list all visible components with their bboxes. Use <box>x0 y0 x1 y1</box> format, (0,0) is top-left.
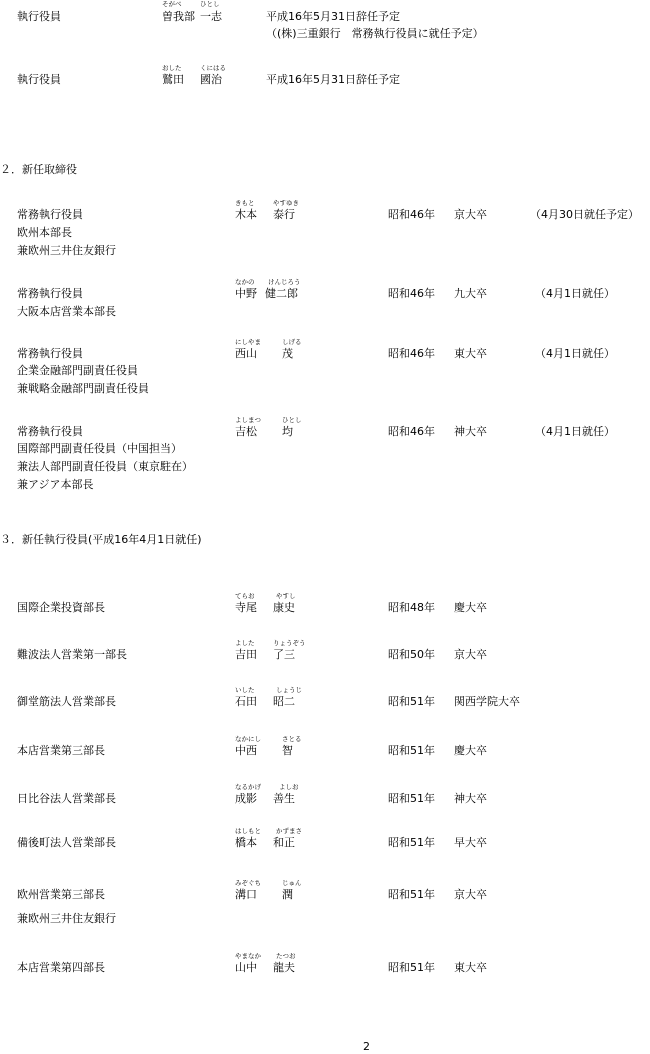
person-name-given: 潤 <box>282 888 293 901</box>
furigana: なかの <box>235 278 255 286</box>
furigana: さとる <box>282 735 302 743</box>
person-name-family: 寺尾 <box>235 601 257 614</box>
person-note: 平成16年5月31日辞任予定 <box>266 73 400 86</box>
furigana: ひとし <box>200 0 220 8</box>
furigana: きもと <box>235 199 255 207</box>
person-name-family: 中野 <box>235 287 257 300</box>
person-name-family: 石田 <box>235 695 257 708</box>
person-name-family: 吉田 <box>235 648 257 661</box>
person-year: 昭和51年 <box>388 695 435 708</box>
person-name-given: 了三 <box>273 648 295 661</box>
person-school: 京大卒 <box>454 888 487 901</box>
person-title: 本店営業第三部長 <box>17 744 105 757</box>
person-title: 執行役員 <box>17 73 61 86</box>
person-name-given: 國治 <box>200 73 222 86</box>
person-name-given: 善生 <box>273 792 295 805</box>
person-school: 慶大卒 <box>454 744 487 757</box>
person-school: 東大卒 <box>454 347 487 360</box>
person-name-given: 龍夫 <box>273 961 295 974</box>
person-subtitle: 兼欧州三井住友銀行 <box>17 912 116 925</box>
page-number: 2 <box>363 1040 370 1053</box>
person-school: 早大卒 <box>454 836 487 849</box>
person-name-given: 昭二 <box>273 695 295 708</box>
furigana: しげる <box>282 338 302 346</box>
person-note: （4月30日就任予定） <box>530 208 639 221</box>
person-subtitle: 国際部門副責任役員（中国担当） <box>17 442 182 455</box>
person-name-given: 康史 <box>273 601 295 614</box>
furigana: くにはる <box>200 64 226 72</box>
person-title: 常務執行役員 <box>17 425 83 438</box>
person-note: 平成16年5月31日辞任予定 <box>266 10 400 23</box>
person-title: 国際企業投資部長 <box>17 601 105 614</box>
person-year: 昭和46年 <box>388 208 435 221</box>
person-year: 昭和51年 <box>388 961 435 974</box>
person-title: 常務執行役員 <box>17 347 83 360</box>
person-subtitle: 兼戦略金融部門副責任役員 <box>17 382 149 395</box>
person-year: 昭和46年 <box>388 347 435 360</box>
person-title: 常務執行役員 <box>17 208 83 221</box>
person-subtitle: 企業金融部門副責任役員 <box>17 364 138 377</box>
furigana: おした <box>162 64 182 72</box>
person-year: 昭和51年 <box>388 836 435 849</box>
person-year: 昭和46年 <box>388 287 435 300</box>
furigana: やまなか <box>235 952 261 960</box>
section-heading: ２．新任取締役 <box>0 163 77 176</box>
person-title: 日比谷法人営業部長 <box>17 792 116 805</box>
person-subtitle: 大阪本店営業本部長 <box>17 305 116 318</box>
furigana: ひとし <box>282 416 302 424</box>
person-school: 神大卒 <box>454 792 487 805</box>
furigana: いした <box>235 686 255 694</box>
furigana: やすし <box>276 592 296 600</box>
furigana: てらお <box>235 592 255 600</box>
person-name-family: 中西 <box>235 744 257 757</box>
person-subtitle: 欧州本部長 <box>17 226 72 239</box>
person-name-family: 溝口 <box>235 888 257 901</box>
person-name-family: 西山 <box>235 347 257 360</box>
person-name-family: 山中 <box>235 961 257 974</box>
person-name-given: 健二郎 <box>265 287 298 300</box>
person-school: 京大卒 <box>454 208 487 221</box>
person-note: （4月1日就任） <box>535 287 615 300</box>
furigana: そがべ <box>162 0 182 8</box>
person-name-family: 木本 <box>235 208 257 221</box>
person-title: 常務執行役員 <box>17 287 83 300</box>
person-subtitle: 兼欧州三井住友銀行 <box>17 244 116 257</box>
person-year: 昭和46年 <box>388 425 435 438</box>
furigana: なかにし <box>235 735 261 743</box>
person-title: 本店営業第四部長 <box>17 961 105 974</box>
person-title: 備後町法人営業部長 <box>17 836 116 849</box>
person-name-family: 曽我部 <box>162 10 195 23</box>
person-name-given: 泰行 <box>273 208 295 221</box>
person-name-given: 均 <box>282 425 293 438</box>
furigana: りょうぞう <box>273 639 306 647</box>
furigana: よしまつ <box>235 416 261 424</box>
person-note: （4月1日就任） <box>535 347 615 360</box>
person-name-given: 和正 <box>273 836 295 849</box>
person-subtitle: 兼法人部門副責任役員（東京駐在） <box>17 460 193 473</box>
person-note: （4月1日就任） <box>535 425 615 438</box>
furigana: みぞぐち <box>235 879 261 887</box>
person-name-family: 橋本 <box>235 836 257 849</box>
furigana: にしやま <box>235 338 261 346</box>
furigana: よしお <box>279 783 299 791</box>
person-name-given: 一志 <box>200 10 222 23</box>
person-school: 九大卒 <box>454 287 487 300</box>
person-year: 昭和51年 <box>388 744 435 757</box>
person-title: 御堂筋法人営業部長 <box>17 695 116 708</box>
furigana: けんじろう <box>268 278 301 286</box>
person-name-given: 智 <box>282 744 293 757</box>
person-school: 関西学院大卒 <box>454 695 520 708</box>
person-subtitle: 兼アジア本部長 <box>17 478 94 491</box>
furigana: しょうじ <box>276 686 302 694</box>
person-title: 執行役員 <box>17 10 61 23</box>
person-note: （(株)三重銀行 常務執行役員に就任予定） <box>266 27 484 40</box>
person-title: 難波法人営業第一部長 <box>17 648 127 661</box>
person-school: 京大卒 <box>454 648 487 661</box>
furigana: たつお <box>276 952 296 960</box>
person-name-family: 吉松 <box>235 425 257 438</box>
person-year: 昭和48年 <box>388 601 435 614</box>
person-title: 欧州営業第三部長 <box>17 888 105 901</box>
person-school: 神大卒 <box>454 425 487 438</box>
section-heading: ３．新任執行役員(平成16年4月1日就任) <box>0 533 202 546</box>
person-year: 昭和51年 <box>388 888 435 901</box>
person-year: 昭和50年 <box>388 648 435 661</box>
person-school: 東大卒 <box>454 961 487 974</box>
furigana: やすゆき <box>273 199 299 207</box>
person-name-given: 茂 <box>282 347 293 360</box>
furigana: じゅん <box>282 879 302 887</box>
person-name-family: 鷲田 <box>162 73 184 86</box>
person-school: 慶大卒 <box>454 601 487 614</box>
furigana: なるかげ <box>235 783 261 791</box>
furigana: かずまさ <box>276 827 302 835</box>
person-name-family: 成影 <box>235 792 257 805</box>
person-year: 昭和51年 <box>388 792 435 805</box>
furigana: よした <box>235 639 255 647</box>
furigana: はしもと <box>235 827 261 835</box>
